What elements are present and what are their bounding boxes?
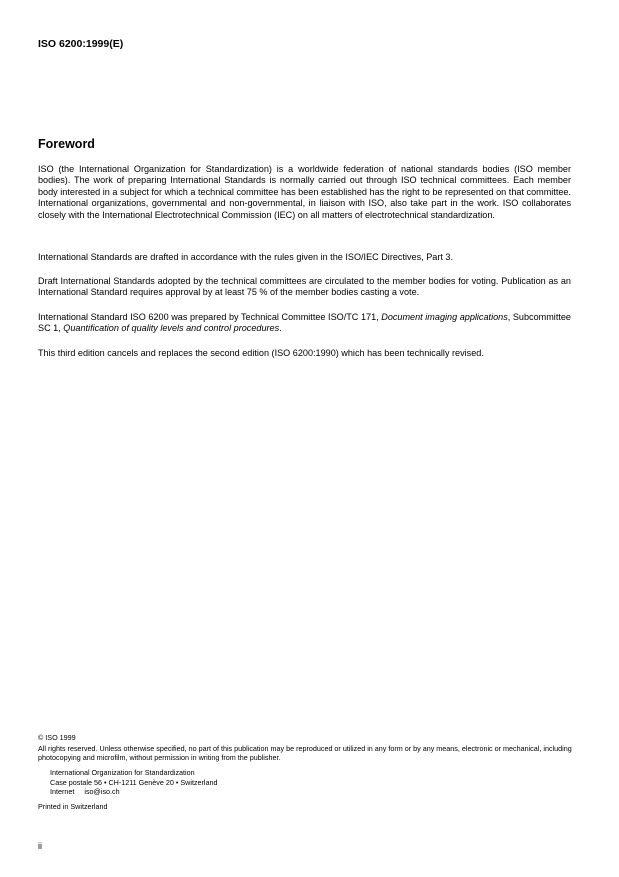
address-line: Case postale 56 • CH-1211 Genève 20 • Switzerland — [50, 777, 218, 787]
committee-title: Document imaging applications — [381, 312, 508, 322]
document-id-header: ISO 6200:1999(E) — [38, 38, 124, 50]
rights-statement: All rights reserved. Unless otherwise specified, no part of this publication may be reproduced or utilized in any form or by any means, electronic or mechanical, including photocopying and microfilm, without permission in writing from the publisher. — [38, 744, 572, 762]
p4-text-1: International Standard ISO 6200 was prepared by Technical Committee ISO/TC 171, — [38, 312, 382, 322]
publisher-address — [50, 768, 218, 797]
address-line: International Organization for Standardization — [50, 768, 195, 777]
foreword-heading: Foreword — [38, 137, 95, 151]
subcommittee-title: Quantification of quality levels and control procedures — [63, 323, 280, 334]
foreword-paragraph-2: International Standards are drafted in accordance with the rules given in the ISO/IEC Directives, Part 3. — [38, 252, 453, 262]
foreword-paragraph-3: Draft International Standards adopted by the technical committees are circulated to the member bodies for voting. Publication as an International Standard requires approval by at least 75 % of the member bodies casting a vote. — [38, 276, 571, 298]
p4-text-2: , Subcommittee SC 1, — [38, 312, 571, 334]
p4-text-3: . — [279, 323, 282, 334]
page-number: ii — [38, 841, 42, 851]
address-line: Internet iso@iso.ch — [50, 787, 120, 796]
copyright-notice: © ISO 1999 — [38, 733, 76, 742]
printed-in: Printed in Switzerland — [38, 802, 108, 811]
foreword-paragraph-5: This third edition cancels and replaces the second edition (ISO 6200:1990) which has been technically revised. — [38, 348, 484, 358]
foreword-paragraph-4 — [38, 312, 571, 335]
foreword-paragraph-1: ISO (the International Organization for Standardization) is a worldwide federation of national standards bodies (ISO member bodies). The work of preparing International Standards is normally carried out through ISO technical committees. Each member body interested in a subject for which a technical committee has been established has the right to be represented on that committee. International organizations, governmental and non-governmental, in liaison with ISO, also take part in the work. ISO collaborates closely with the International Electrotechnical Commission (IEC) on all matters of electrotechnical standardization. — [38, 164, 571, 220]
